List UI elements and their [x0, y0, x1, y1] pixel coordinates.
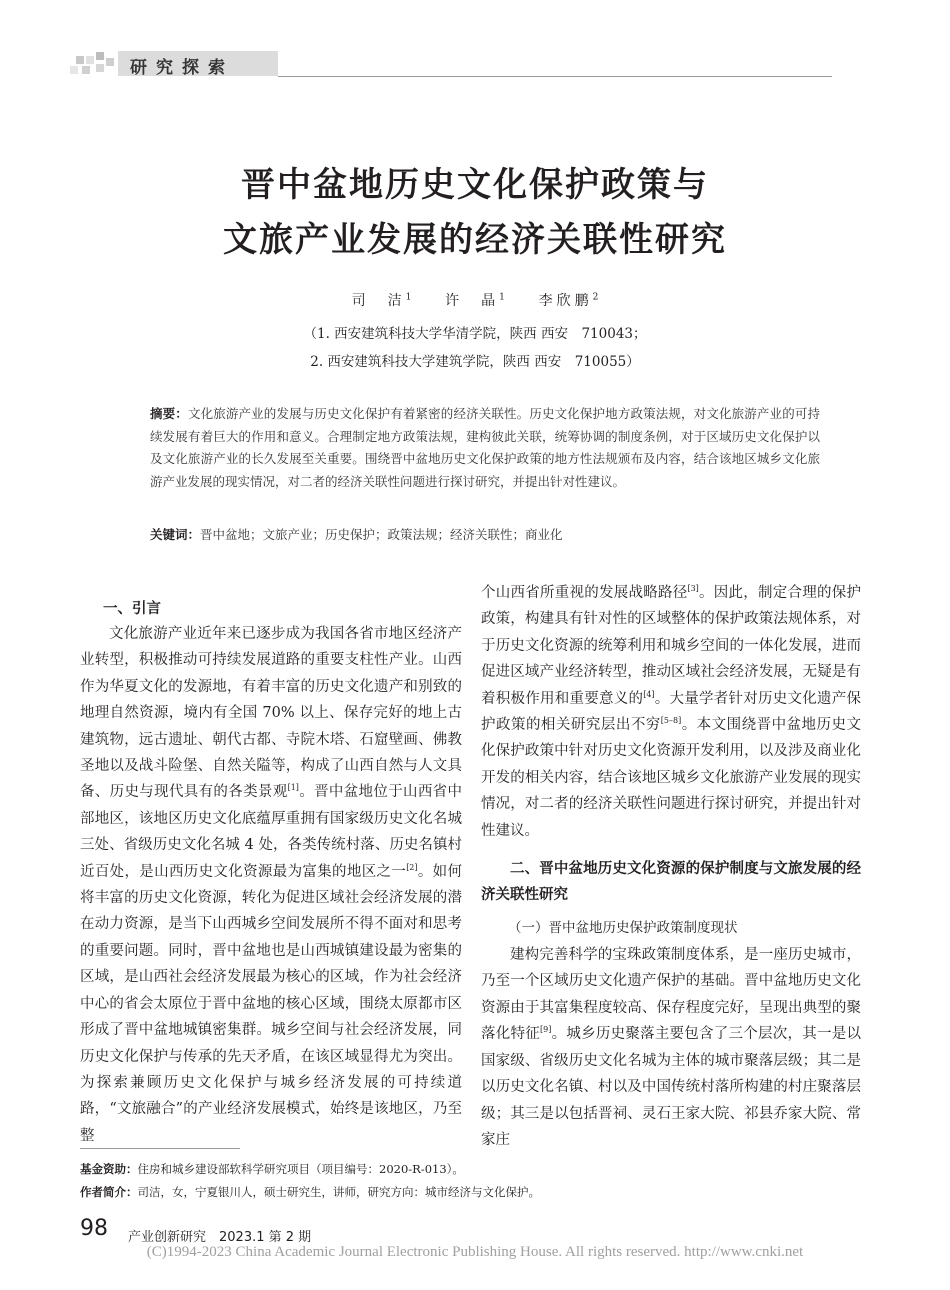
author-affiliation-mark: 1 [405, 292, 412, 303]
body-paragraph: 文化旅游产业近年来已逐步成为我国各省市地区经济产业转型，积极推动可持续发展道路的重要支柱性产业。山西作为华夏文化的发源地，有着丰富的历史文化遗产和别致的地理自然资源，境内有全国 70% 以上、保存完好的地上古建筑物，远古遗址、朝代古都、寺院木塔、石窟壁画、佛教圣地以及战斗险堡、自然关隘等，构成了山西自然与人文具备、历史与现代具有的各类景观[1]。晋中盆地位于山西省中部地区，该地区历史文化底蕴厚重拥有国家级历史文化名城三处、省级历史文化名城 4 处，各类传统村落、历史名镇村近百处，是山西历史文化资源最为富集的地区之一[2]。如何将丰富的历史文化资源，转化为促进区域社会经济发展的潜在动力资源，是当下山西城乡空间发展所不得不面对和思考的重要问题。同时，晋中盆地也是山西城镇建设最为密集的区域，是山西社会经济发展最为核心的区域，作为社会经济中心的省会太原位于晋中盆地的核心区域，围绕太原都市区形成了晋中盆地城镇密集群。城乡空间与社会经济发展，同历史文化保护与传承的先天矛盾，在该区域显得尤为突出。为探索兼顾历史文化保护与城乡经济发展的可持续道路，“文旅融合”的产业经济发展模式，始终是该地区，乃至整 [80, 626, 463, 1144]
journal-info: 产业创新研究 2023.1 第 2 期 [128, 1230, 312, 1245]
title-line-2: 文旅产业发展的经济关联性研究 [223, 220, 727, 260]
footnote-funding: 基金资助：住房和城乡建设部软科学研究项目（项目编号：2020-R-013）。 [80, 1162, 464, 1176]
abstract-label: 摘要： [150, 406, 188, 421]
section-1-heading: 一、引言 [103, 601, 161, 617]
affiliation-2: 2. 西安建筑科技大学建筑学院，陕西 西安 710055） [310, 354, 640, 370]
footnote-rule [80, 1148, 240, 1149]
article-title [0, 158, 950, 268]
section-2-heading: 二、晋中盆地历史文化资源的保护制度与文旅发展的经济关联性研究 [481, 861, 861, 904]
header-rule [278, 76, 832, 77]
author-bio-label: 作者简介： [80, 1185, 138, 1199]
citation: [9] [540, 1025, 552, 1035]
citation: [3] [687, 584, 699, 594]
subsection-1-heading: （一）晋中盆地历史保护政策制度现状 [508, 920, 738, 937]
body-paragraph: 个山西省所重视的发展战略路径[3]。因此，制定合理的保护政策，构建具有针对性的区域整体的保护政策法规体系，对于历史文化资源的统筹利用和城乡空间的一体化发展，进而促进区域产业经济转型，推动区域社会经济发展，无疑是有着积极作用和重要意义的[4]。大量学者针对历史文化遗产保护政策的相关研究层出不穷[5–8]。本文围绕晋中盆地历史文化保护政策中针对历史文化资源开发利用，以及涉及商业化开发的相关内容，结合该地区城乡文化旅游产业发展的现实情况，对二者的经济关联性问题进行探讨研究，并提出针对性建议。 [481, 584, 862, 839]
author-list [0, 290, 950, 310]
copyright-watermark: (C)1994-2023 China Academic Journal Electronic Publishing House. All rights reserved. http://www.cnki.net [146, 1244, 804, 1260]
affiliation-1: （1. 西安建筑科技大学华清学院，陕西 西安 710043； [303, 326, 647, 342]
keywords-label: 关键词： [150, 527, 201, 542]
body-right-column [481, 580, 861, 1153]
body-left-column [80, 621, 462, 1149]
title-line-1: 晋中盆地历史文化保护政策与 [241, 165, 709, 205]
author-affiliation-mark: 1 [499, 292, 505, 303]
section-label: 研究探索 [130, 58, 234, 78]
author-name: 司 洁 [351, 293, 406, 309]
page-number: 98 [80, 1216, 108, 1241]
abstract [150, 403, 820, 493]
author-affiliation-mark: 2 [592, 292, 599, 303]
keywords [150, 524, 820, 546]
citation: [4] [643, 689, 655, 699]
author-name: 许 晶 [445, 293, 500, 309]
footnote-author: 作者简介：司洁，女，宁夏银川人，硕士研究生，讲师，研究方向：城市经济与文化保护。 [80, 1185, 540, 1199]
body-paragraph: 建构完善科学的宝珠政策制度体系，是一座历史城市，乃至一个区域历史文化遗产保护的基础。晋中盆地历史文化资源由于其富集程度较高、保存程度完好，呈现出典型的聚落化特征[9]。城乡历史聚落主要包含了三个层次，其一是以国家级、省级历史文化名城为主体的城市聚落层级；其二是以历史文化名镇、村以及中国传统村落所构建的村庄聚落层级；其三是以包括晋祠、灵石王家大院、祁县乔家大院、常家庄 [481, 947, 862, 1148]
author-name: 李欣鹏 [538, 293, 593, 309]
citation: [1] [287, 783, 299, 793]
funding-label: 基金资助： [80, 1162, 138, 1176]
keywords-text: 晋中盆地；文旅产业；历史保护；政策法规；经济关联性；商业化 [200, 527, 563, 542]
abstract-text: 文化旅游产业的发展与历史文化保护有着紧密的经济关联性。历史文化保护地方政策法规，对文化旅游产业的可持续发展有着巨大的作用和意义。合理制定地方政策法规，建构彼此关联，统筹协调的制度条例，对于区域历史文化保护以及文化旅游产业的长久发展至关重要。围绕晋中盆地历史文化保护政策的地方性法规颁布及内容，结合该地区城乡文化旅游产业发展的现实情况，对二者的经济关联性问题进行探讨研究，并提出针对性建议。 [150, 406, 820, 489]
citation: [2] [406, 862, 418, 872]
citation: [5–8] [660, 716, 682, 726]
